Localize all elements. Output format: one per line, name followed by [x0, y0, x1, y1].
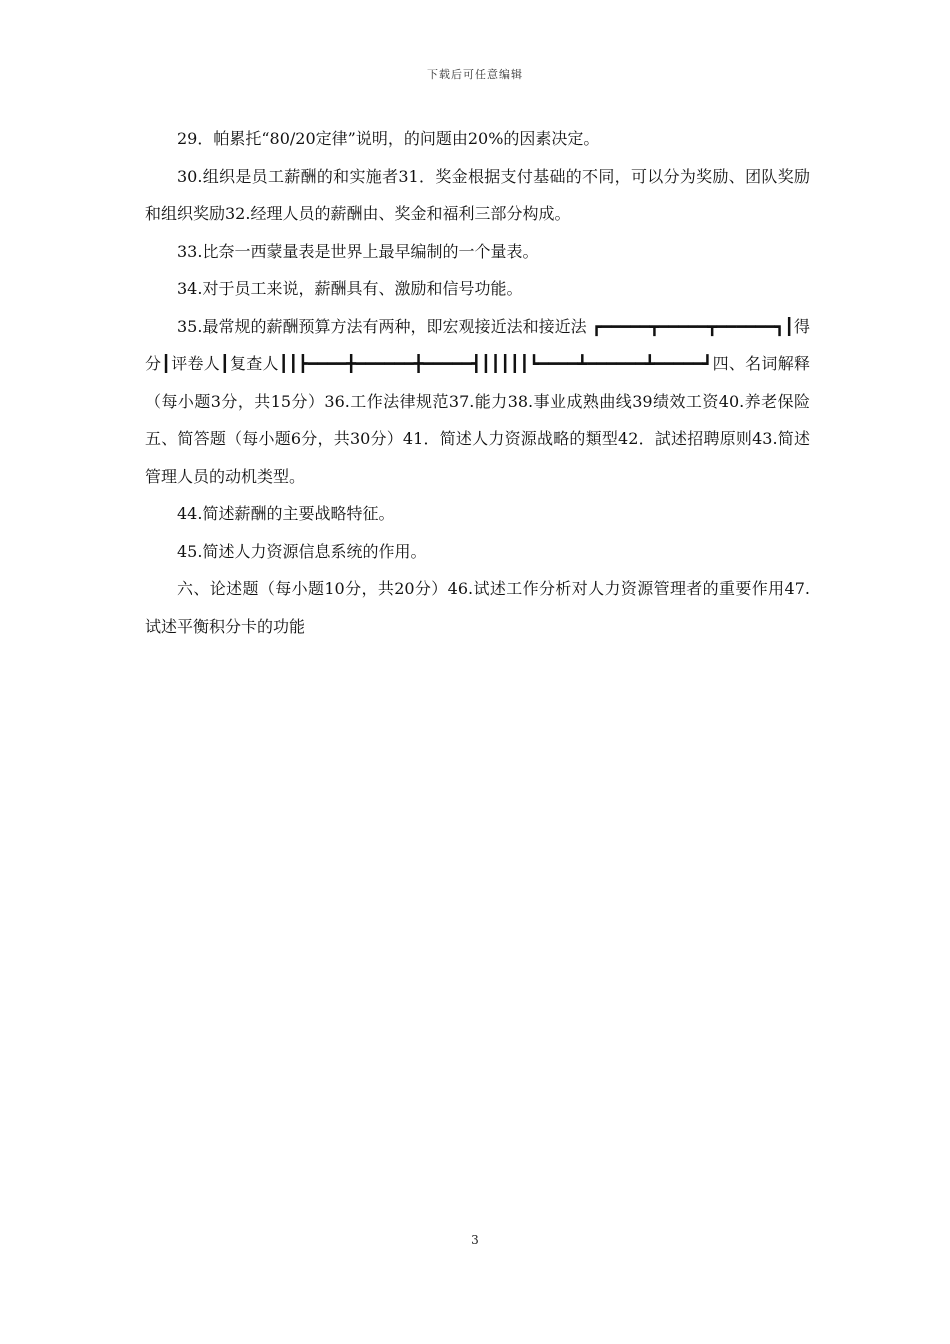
paragraph-34: 34.对于员工来说，薪酬具有、激励和信号功能。: [177, 279, 523, 298]
paragraph-35-43: 35.最常规的薪酬预算方法有两种，即宏观接近法和接近法 ┏━━━━━┳━━━━━┳━━━━━━┓┃得分┃评卷人┃复查人┃┃┣━━━━╋━━━━━━╋━━━━━┫┃┃┃┃┃┗━━━━┻━━━━━━┻━━━━━┛四、名词解释（每小题3分，共15分）36.工作法律规范37.能力38.事业成熟曲线39绩效工资40.养老保险五、简答题（每小题6分，共30分）41．简述人力资源战略的類型42．試述招聘原则43.简述管理人员的动机类型。: [145, 316, 810, 486]
paragraph-45: 45.简述人力资源信息系统的作用。: [177, 541, 427, 561]
paragraph-29: 29．帕累托“80/20定律”说明，的问题由20%的因素决定。: [177, 129, 600, 148]
paragraph-33: 33.比奈一西蒙量表是世界上最早编制的一个量表。: [177, 241, 539, 261]
paragraph-44: 44.简述薪酬的主要战略特征。: [177, 504, 395, 523]
paragraph-46-47: 六、论述题（每小题10分，共20分）46.试述工作分析对人力资源管理者的重要作用47.试述平衡积分卡的功能: [145, 579, 810, 636]
page-header: 下载后可任意编辑: [427, 68, 523, 81]
document-body: [145, 120, 810, 645]
page-number: 3: [471, 1233, 479, 1247]
paragraph-30-32: 30.组织是员工薪酬的和实施者31．奖金根据支付基础的不同，可以分为奖励、团队奖励和组织奖励32.经理人员的薪酬由、奖金和福利三部分构成。: [145, 166, 810, 223]
